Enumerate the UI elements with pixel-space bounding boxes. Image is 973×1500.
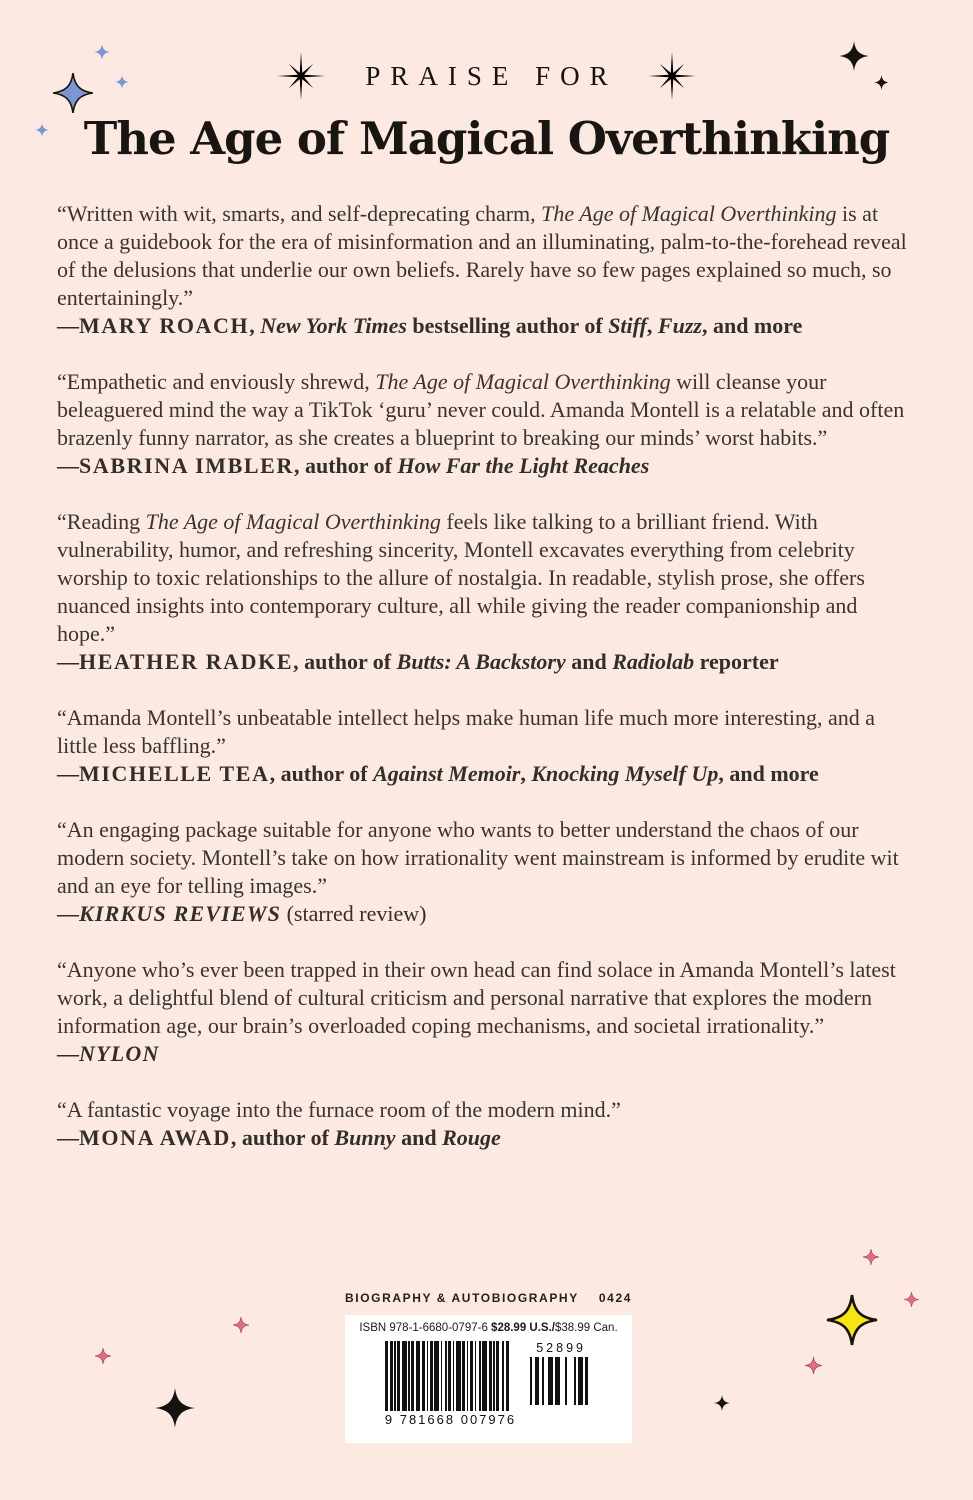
sparkle-icon-black-bottom-right — [714, 1395, 730, 1411]
quote-text: “Amanda Montell’s unbeatable intellect helps make human life much more interesting, and a little less baffling.” — [57, 705, 876, 758]
quote-block-mona-awad — [57, 1096, 919, 1152]
category-label: BIOGRAPHY & AUTOBIOGRAPHY — [345, 1291, 579, 1305]
price-us: $28.99 U.S./ — [491, 1322, 555, 1334]
quote-attribution: —KIRKUS REVIEWS (starred review) — [57, 901, 427, 926]
barcode-addon — [530, 1341, 592, 1405]
quote-block-nylon — [57, 956, 919, 1068]
quote-text: “A fantastic voyage into the furnace room of the modern mind.” — [57, 1097, 621, 1122]
praise-kicker: PRAISE FOR — [365, 60, 618, 91]
sparkle-icon-pink-bottom-right-1 — [863, 1249, 879, 1265]
praise-kicker-row — [0, 52, 973, 100]
quote-block-kirkus — [57, 816, 919, 928]
barcode-row — [345, 1341, 632, 1427]
sparkle-icon-black-bottom-left — [155, 1388, 195, 1428]
price-can: $38.99 Can. — [554, 1322, 618, 1334]
quote-block-michelle-tea — [57, 704, 919, 788]
starburst-icon-right — [648, 52, 696, 100]
sparkle-icon-yellow — [826, 1294, 878, 1346]
category-row — [345, 1291, 632, 1305]
quote-attribution: —MONA AWAD, author of Bunny and Rouge — [57, 1125, 501, 1150]
quote-text: “Anyone who’s ever been trapped in their own head can find solace in Amanda Montell’s latest work, a delightful blend of cultural criticism and personal narrative that explores the modern information age, our brain’s overloaded coping mechanisms, and societal irrationality.” — [57, 957, 896, 1038]
addon-digits: 52899 — [536, 1341, 586, 1355]
quote-block-sabrina-imbler — [57, 368, 919, 480]
quote-attribution: —MICHELLE TEA, author of Against Memoir, Knocking Myself Up, and more — [57, 761, 819, 786]
barcode-bars — [385, 1341, 516, 1411]
quote-text: “Written with wit, smarts, and self-deprecating charm, The Age of Magical Overthinking is at once a guidebook for the era of misinformation and an illuminating, palm-to-the-forehead reveal of the delusions that underlie our own beliefs. Rarely have so few pages explained so much, so entertainingly.” — [57, 201, 907, 310]
barcode-digits: 9 781668 007976 — [384, 1412, 517, 1427]
sparkle-icon-pink-bottom-left-1 — [233, 1317, 249, 1333]
starburst-icon-left — [277, 52, 325, 100]
quote-text: “Reading The Age of Magical Overthinking feels like talking to a brilliant friend. With vulnerability, humor, and refreshing sincerity, Montell excavates everything from celebrity worship to toxic relationships to the allure of nostalgia. In readable, stylish prose, she offers nuanced insights into contemporary culture, all while giving the reader companionship and hope.” — [57, 509, 865, 646]
isbn-number: ISBN 978-1-6680-0797-6 — [359, 1322, 488, 1334]
quote-block-heather-radke — [57, 508, 919, 676]
praise-quotes-section — [57, 200, 919, 1180]
book-title: The Age of Magical Overthinking — [83, 112, 890, 165]
isbn-line — [345, 1322, 632, 1334]
header — [0, 52, 973, 165]
addon-bars — [530, 1357, 592, 1405]
sparkle-icon-pink-bottom-left-2 — [95, 1348, 111, 1364]
sparkle-icon-pink-bottom-right-3 — [805, 1357, 822, 1374]
quote-text: “An engaging package suitable for anyone who wants to better understand the chaos of our modern society. Montell’s take on how irrationality went mainstream is informed by erudite wit and an eye for telling images.” — [57, 817, 899, 898]
quote-block-mary-roach — [57, 200, 919, 340]
quote-attribution: —SABRINA IMBLER, author of How Far the Light Reaches — [57, 453, 650, 478]
barcode-main — [385, 1341, 516, 1427]
quote-text: “Empathetic and enviously shrewd, The Age of Magical Overthinking will cleanse your beleaguered mind the way a TikTok ‘guru’ never could. Amanda Montell is a relatable and often brazenly funny narrator, as she creates a blueprint to breaking our minds’ worst habits.” — [57, 369, 905, 450]
quote-attribution: —HEATHER RADKE, author of Butts: A Backstory and Radiolab reporter — [57, 649, 779, 674]
barcode-panel — [345, 1315, 632, 1443]
quote-attribution: —NYLON — [57, 1041, 160, 1066]
print-code: 0424 — [598, 1291, 632, 1305]
quote-attribution: —MARY ROACH, New York Times bestselling author of Stiff, Fuzz, and more — [57, 313, 803, 338]
sparkle-icon-pink-bottom-right-2 — [904, 1292, 919, 1307]
